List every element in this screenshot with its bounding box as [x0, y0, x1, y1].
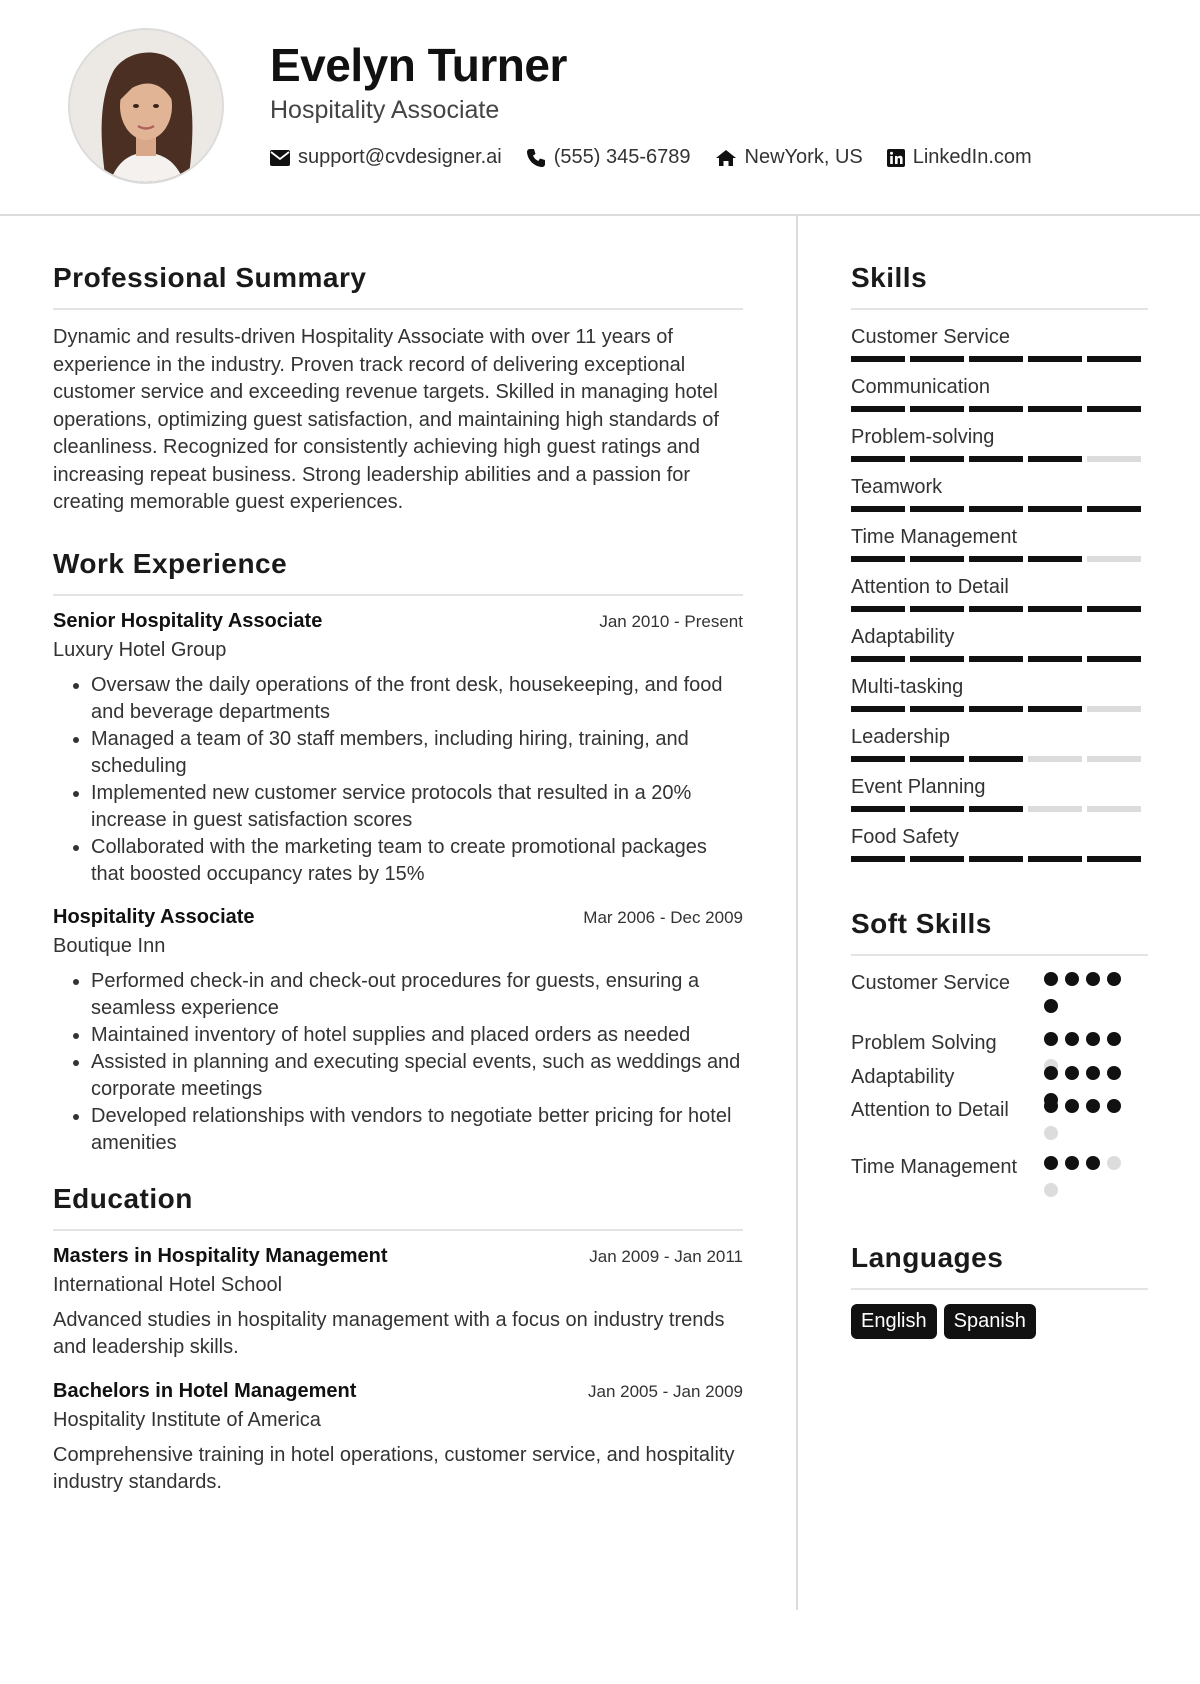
skill-item	[851, 624, 1148, 674]
education-section	[53, 1183, 743, 1497]
skill-level-bar	[851, 806, 1146, 812]
skill-level-segment	[910, 706, 964, 712]
education-entry	[53, 1245, 743, 1362]
education-header	[53, 1245, 743, 1268]
skill-level-segment	[910, 806, 964, 812]
rating-dot	[1086, 1156, 1100, 1170]
skill-level-bar	[851, 756, 1146, 762]
skill-level-segment	[969, 756, 1023, 762]
skill-level-segment	[910, 856, 964, 862]
soft-skills-section	[851, 908, 1148, 1214]
job-bullet: • Performed check-in and check-out procedures for guests, ensuring a seamless experience	[91, 968, 743, 1022]
contact-email[interactable]	[270, 146, 502, 169]
side-column	[851, 262, 1148, 1339]
skills-list	[851, 324, 1148, 874]
skill-item	[851, 424, 1148, 474]
skill-name: Problem-solving	[851, 426, 995, 448]
languages-section	[851, 1242, 1148, 1339]
soft-skill-name: Time Management	[851, 1156, 1017, 1178]
skill-level-segment	[1087, 556, 1141, 562]
skill-level-segment	[1028, 856, 1082, 862]
job-bullet: • Implemented new customer service protocols that resulted in a 20% increase in guest satisfaction scores	[91, 780, 743, 834]
job-bullet: • Collaborated with the marketing team to create promotional packages that boosted occupancy rates by 15%	[91, 834, 743, 888]
skill-name: Adaptability	[851, 626, 955, 648]
soft-skill-name: Attention to Detail	[851, 1099, 1009, 1121]
skill-level-segment	[1028, 806, 1082, 812]
soft-skill-rating	[1044, 1099, 1134, 1153]
job-bullet: • Managed a team of 30 staff members, including hiring, training, and scheduling	[91, 726, 743, 780]
envelope-icon	[270, 150, 290, 166]
candidate-name: Evelyn Turner	[270, 39, 567, 91]
education-description: Advanced studies in hospitality management with a focus on industry trends and leadership skills.	[53, 1308, 725, 1358]
skill-name: Attention to Detail	[851, 576, 1009, 598]
experience-list	[53, 610, 743, 1157]
skill-name: Teamwork	[851, 476, 943, 498]
job-entry	[53, 610, 743, 888]
job-bullet: • Assisted in planning and executing special events, such as weddings and corporate meetings	[91, 1049, 743, 1103]
candidate-title: Hospitality Associate	[270, 96, 500, 124]
skill-item	[851, 524, 1148, 574]
skill-level-bar	[851, 406, 1146, 412]
contact-linkedin[interactable]	[887, 146, 1032, 169]
home-icon	[715, 149, 737, 167]
summary-section	[53, 262, 743, 517]
skill-level-segment	[969, 656, 1023, 662]
rating-dot	[1044, 1099, 1058, 1113]
skill-item	[851, 574, 1148, 624]
skill-name: Multi-tasking	[851, 676, 964, 698]
education-heading: Education	[53, 1183, 743, 1231]
skill-item	[851, 674, 1148, 724]
skill-level-segment	[1028, 456, 1082, 462]
soft-skill-item	[851, 1030, 1148, 1064]
rating-dot	[1044, 1032, 1058, 1046]
language-tag: Spanish	[944, 1304, 1036, 1339]
skill-level-segment	[910, 656, 964, 662]
skill-level-segment	[1087, 506, 1141, 512]
rating-dot	[1086, 972, 1100, 986]
skill-level-segment	[910, 556, 964, 562]
job-bullets	[53, 968, 743, 1157]
skill-level-segment	[969, 856, 1023, 862]
job-company: Luxury Hotel Group	[53, 638, 227, 661]
soft-skills-heading: Soft Skills	[851, 908, 1148, 956]
soft-skill-rating	[1044, 1156, 1134, 1210]
skill-level-segment	[851, 506, 905, 512]
job-title: Senior Hospitality Associate	[53, 609, 323, 632]
job-header	[53, 610, 743, 633]
skill-item	[851, 824, 1148, 874]
skill-item	[851, 774, 1148, 824]
skill-level-segment	[969, 706, 1023, 712]
contact-bar	[270, 146, 1056, 169]
skill-level-segment	[910, 606, 964, 612]
soft-skill-item	[851, 1064, 1148, 1097]
skill-name: Event Planning	[851, 776, 986, 798]
contact-phone[interactable]	[526, 146, 691, 169]
skill-level-segment	[851, 756, 905, 762]
rating-dot	[1044, 1156, 1058, 1170]
skill-level-bar	[851, 606, 1146, 612]
soft-skills-list	[851, 970, 1148, 1214]
skill-level-segment	[851, 456, 905, 462]
rating-dot	[1086, 1066, 1100, 1080]
rating-dot	[1065, 1032, 1079, 1046]
skill-level-segment	[851, 556, 905, 562]
rating-dot	[1086, 1099, 1100, 1113]
experience-section	[53, 548, 743, 1157]
skill-item	[851, 724, 1148, 774]
skill-level-segment	[1087, 856, 1141, 862]
contact-location	[715, 146, 863, 169]
soft-skill-rating	[1044, 972, 1134, 1026]
skill-level-segment	[1028, 406, 1082, 412]
skill-level-segment	[851, 706, 905, 712]
skill-level-segment	[1028, 506, 1082, 512]
skill-level-segment	[1087, 656, 1141, 662]
skill-level-segment	[1087, 806, 1141, 812]
soft-skill-name: Customer Service	[851, 972, 1010, 994]
skill-level-segment	[969, 806, 1023, 812]
skill-level-segment	[1028, 556, 1082, 562]
rating-dot	[1065, 972, 1079, 986]
job-company: Boutique Inn	[53, 934, 166, 957]
skill-level-segment	[1028, 656, 1082, 662]
summary-heading: Professional Summary	[53, 262, 743, 310]
skill-level-segment	[1028, 356, 1082, 362]
skill-level-segment	[851, 806, 905, 812]
education-entry	[53, 1380, 743, 1497]
soft-skill-name: Problem Solving	[851, 1032, 997, 1054]
skills-section	[851, 262, 1148, 874]
skill-level-segment	[910, 356, 964, 362]
skill-level-segment	[1087, 356, 1141, 362]
skill-level-bar	[851, 656, 1146, 662]
rating-dot	[1044, 972, 1058, 986]
skills-heading: Skills	[851, 262, 1148, 310]
languages-heading: Languages	[851, 1242, 1148, 1290]
contact-email-text: support@cvdesigner.ai	[298, 146, 502, 168]
skill-name: Time Management	[851, 526, 1017, 548]
job-title: Hospitality Associate	[53, 905, 255, 928]
skill-level-segment	[1087, 756, 1141, 762]
skill-level-segment	[1087, 706, 1141, 712]
school-name: Hospitality Institute of America	[53, 1408, 321, 1431]
skill-item	[851, 374, 1148, 424]
rating-dot	[1044, 1066, 1058, 1080]
rating-dot	[1107, 972, 1121, 986]
degree-title: Bachelors in Hotel Management	[53, 1379, 357, 1402]
contact-linkedin-text: LinkedIn.com	[912, 146, 1032, 168]
rating-dot	[1044, 999, 1058, 1013]
skill-level-bar	[851, 856, 1146, 862]
rating-dot	[1107, 1156, 1121, 1170]
profile-photo	[68, 28, 224, 184]
education-date: Jan 2009 - Jan 2011	[589, 1246, 743, 1266]
skill-name: Food Safety	[851, 826, 959, 848]
skill-level-segment	[1028, 756, 1082, 762]
main-column	[53, 262, 743, 1515]
job-date: Mar 2006 - Dec 2009	[583, 907, 743, 927]
skill-name: Communication	[851, 376, 990, 398]
language-tag: English	[851, 1304, 937, 1339]
skill-level-segment	[969, 406, 1023, 412]
job-bullet: • Developed relationships with vendors to negotiate better pricing for hotel amenities	[91, 1103, 743, 1157]
skill-level-segment	[969, 456, 1023, 462]
skill-level-bar	[851, 556, 1146, 562]
rating-dot	[1065, 1156, 1079, 1170]
phone-icon	[526, 148, 546, 168]
skill-level-segment	[910, 506, 964, 512]
skill-level-segment	[910, 406, 964, 412]
experience-heading: Work Experience	[53, 548, 743, 596]
rating-dot	[1065, 1066, 1079, 1080]
skill-level-segment	[910, 756, 964, 762]
skill-level-segment	[969, 606, 1023, 612]
school-name: International Hotel School	[53, 1273, 283, 1296]
skill-level-segment	[910, 456, 964, 462]
skill-level-segment	[1087, 456, 1141, 462]
skill-name: Leadership	[851, 726, 950, 748]
summary-text: Dynamic and results-driven Hospitality Associate with over 11 years of experience in the industry. Proven track record of delivering exceptional customer service and exceeding revenue targets. Skilled in managing hotel operations, optimizing guest satisfaction, and maintaining high standards of cleanliness. Recognized for consistently achieving high guest ratings and increasing repeat business. Strong leadership abilities and a passion for creating memorable guest experiences.	[53, 326, 719, 513]
job-entry	[53, 906, 743, 1157]
skill-name: Customer Service	[851, 326, 1010, 348]
soft-skill-item	[851, 970, 1148, 1030]
column-divider	[796, 216, 798, 1610]
skill-level-segment	[1028, 606, 1082, 612]
job-bullets	[53, 672, 743, 888]
skill-item	[851, 474, 1148, 524]
contact-location-text: NewYork, US	[744, 146, 863, 168]
contact-phone-text: (555) 345-6789	[553, 146, 691, 168]
education-header	[53, 1380, 743, 1403]
languages-list	[851, 1304, 1148, 1339]
rating-dot	[1107, 1032, 1121, 1046]
rating-dot	[1065, 1099, 1079, 1113]
skill-level-segment	[851, 606, 905, 612]
skill-level-segment	[851, 856, 905, 862]
job-bullet: • Oversaw the daily operations of the front desk, housekeeping, and food and beverage departments	[91, 672, 743, 726]
rating-dot	[1086, 1032, 1100, 1046]
rating-dot	[1107, 1066, 1121, 1080]
skill-level-bar	[851, 506, 1146, 512]
skill-level-segment	[851, 406, 905, 412]
education-date: Jan 2005 - Jan 2009	[587, 1381, 743, 1401]
skill-level-segment	[1087, 406, 1141, 412]
skill-item	[851, 324, 1148, 374]
skill-level-bar	[851, 456, 1146, 462]
linkedin-icon	[887, 149, 905, 167]
soft-skill-item	[851, 1154, 1148, 1214]
profile-photo-illustration	[70, 30, 222, 182]
soft-skill-item	[851, 1097, 1148, 1154]
skill-level-segment	[851, 656, 905, 662]
resume-header	[0, 0, 1200, 216]
education-list	[53, 1245, 743, 1497]
education-description: Comprehensive training in hotel operations, customer service, and hospitality industry standards.	[53, 1443, 735, 1493]
skill-level-bar	[851, 356, 1146, 362]
skill-level-segment	[969, 506, 1023, 512]
skill-level-segment	[969, 356, 1023, 362]
skill-level-segment	[1087, 606, 1141, 612]
rating-dot	[1044, 1183, 1058, 1197]
job-date: Jan 2010 - Present	[599, 611, 743, 631]
job-header	[53, 906, 743, 929]
soft-skill-name: Adaptability	[851, 1066, 955, 1088]
degree-title: Masters in Hospitality Management	[53, 1244, 388, 1267]
skill-level-segment	[969, 556, 1023, 562]
job-bullet: • Maintained inventory of hotel supplies and placed orders as needed	[91, 1022, 743, 1049]
skill-level-segment	[1028, 706, 1082, 712]
rating-dot	[1044, 1126, 1058, 1140]
rating-dot	[1107, 1099, 1121, 1113]
skill-level-bar	[851, 706, 1146, 712]
skill-level-segment	[851, 356, 905, 362]
